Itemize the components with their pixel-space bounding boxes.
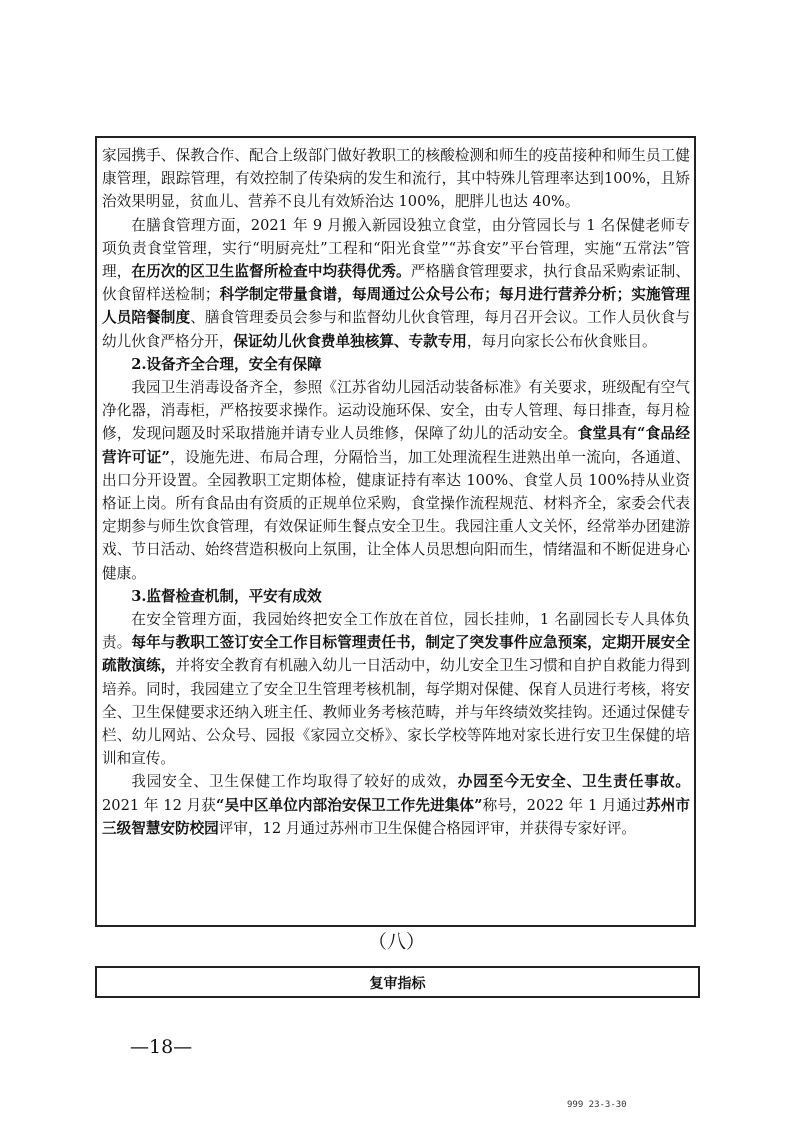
review-indicator-box	[95, 966, 700, 998]
bold-run: “吴中区单位内部治安保卫工作先进集体”	[215, 796, 483, 814]
paragraph-achievements	[102, 770, 690, 840]
paragraph-health: 家园携手、保教合作、配合上级部门做好教职工的核酸检测和师生的疫苗接种和师生员工健康管理，跟踪管理，有效控制了传染病的发生和流行，其中特殊儿管理率达到100%，且矫治效果明显，贫血儿、营养不良儿有效矫治达 100%，肥胖儿也达 40%。	[102, 147, 690, 211]
text-run: 在安全管理方面，我园始终把安全工作放在首位，园长挂帅，1 名副园长专人具体负责。	[102, 611, 690, 652]
text-run: 我园安全、卫生保健工作均取得了较好的成效，	[131, 773, 458, 791]
text-run: ，每月向家长公布伙食账目。	[466, 332, 657, 350]
bold-run: 食堂具有“食品经营许可证”	[102, 425, 690, 466]
print-stamp: 999 23-3-30	[567, 1100, 627, 1110]
bold-run: 在历次的区卫生监督所检查中均获得优秀。	[131, 263, 411, 281]
bold-run: 保证幼儿伙食费单独核算、专款专用	[233, 332, 467, 350]
text-run: 称号，2022 年 1 月通过	[482, 796, 647, 814]
content-box	[95, 136, 696, 927]
text-run: 评审，12 月通过苏州市卫生保健合格园评审，并获得专家好评。	[218, 819, 637, 837]
text-run: 在膳食管理方面，2021 年 9 月搬入新园设独立食堂，由分管园长与 1 名保健老师专项负责食堂管理，实行“明厨亮灶”工程和“阳光食堂”“苏食安”平台管理，实施“五常法”管理，	[102, 216, 690, 281]
paragraph-equipment	[102, 376, 690, 585]
heading-equipment: 2.设备齐全合理，安全有保障	[131, 355, 322, 373]
bold-run: 办园至今无安全、卫生责任事故。	[457, 773, 690, 791]
page-number: —18—	[130, 1036, 193, 1058]
text-run: 并将安全教育有机融入幼儿一日活动中，幼儿安全卫生习惯和自护自救能力得到培养。同时，我园建立了安全卫生管理考核机制，每学期对保健、保育人员进行考核，将安全、卫生保健要求还纳入班主任、教师业务考核范畴，并与年终绩效奖挂钩。还通过保健专栏、幼儿网站、公众号、园报《家园立交桥》、家长学校等阵地对家长进行安卫生保健的培训和宣传。	[102, 657, 690, 768]
text-run: 2021 年 12 月获	[102, 796, 216, 814]
bold-run: 科学制定带量食谱，每周通过公众号公布；每月进行营养分析；实施管理人员陪餐制度	[102, 286, 690, 327]
text-run: ，设施先进、布局合理，分隔恰当，加工处理流程生进熟出单一流向，各通道、出口分开设置。全园教职工定期体检，健康证持有率达 100%、食堂人员 100%持从业资格证上岗。所有食品由有资质的正规单位采购，食堂操作流程规范、材料齐全，家委会代表定期参与师生饮食管理，有效保证师生餐点安全卫生。我园注重人文关怀，经常举办团建游戏、节日活动、始终营造积极向上氛围，让全体人员思想向阳而生，情绪温和不断促进身心健康。	[102, 448, 690, 582]
bold-run: 每年与教职工签订安全工作目标管理责任书，制定了突发事件应急预案，定期开展安全疏散演练，	[102, 634, 690, 675]
paragraph-safety	[102, 608, 690, 770]
text-run: 严格膳食管理要求，执行食品采购索证制、伙食留样送检制；	[102, 263, 690, 304]
paragraph-meals	[102, 214, 690, 353]
bold-run: 苏州市三级智慧安防校园	[102, 796, 690, 837]
review-indicator-label: 复审指标	[369, 976, 426, 992]
heading-supervision: 3.监督检查机制，平安有成效	[131, 587, 322, 605]
text-run: 我园卫生消毒设备齐全，参照《江苏省幼儿园活动装备标准》有关要求，班级配有空气净化器，消毒柜，严格按要求操作。运动设施环保、安全，由专人管理、每日排查，每月检修，发现问题及时采取措施并请专业人员维修，保障了幼儿的活动安全。	[102, 379, 690, 443]
text-run: 、膳食管理委员会参与和监督幼儿伙食管理，每月召开会议。工作人员伙食与幼儿伙食严格分开，	[102, 309, 690, 350]
section-title: （八）	[367, 931, 425, 953]
